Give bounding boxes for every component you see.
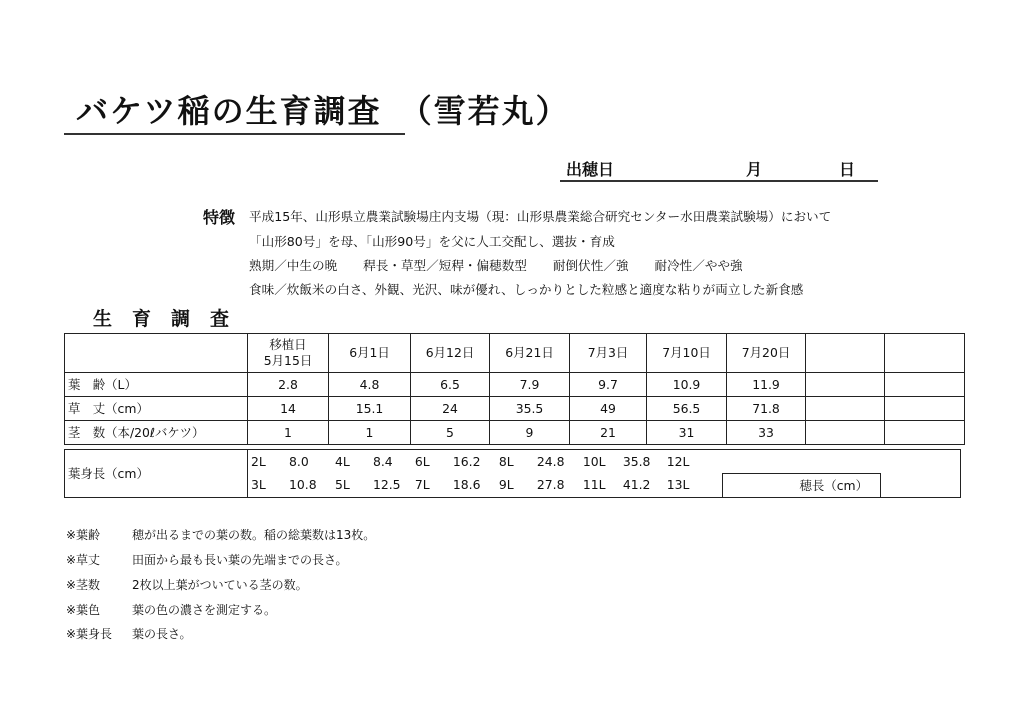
feature-culm: 稈長・草型／短稈・偏穂数型 xyxy=(363,258,527,273)
leaf-number: 13L xyxy=(666,477,690,493)
table-cell: 35.5 xyxy=(490,397,570,421)
table-cell xyxy=(885,421,965,445)
feature-cold: 耐冷性／やや強 xyxy=(654,258,743,273)
note-text: 2枚以上葉がついている茎の数。 xyxy=(132,578,308,592)
panicle-length-value xyxy=(881,474,961,498)
table-cell xyxy=(806,421,885,445)
table-cell: 4.8 xyxy=(329,373,411,397)
table-header-date: 6月21日 xyxy=(490,334,570,373)
features-line-1: 平成15年、山形県立農業試験場庄内支場（現：山形県農業総合研究センター水田農業試験場）において xyxy=(249,209,832,224)
table-header-date xyxy=(806,334,885,373)
table-corner xyxy=(65,334,248,373)
table-cell: 14 xyxy=(248,397,329,421)
note-text: 葉の長さ。 xyxy=(132,627,192,641)
leaf-value: 10.8 xyxy=(289,477,317,493)
table-header-date: 7月10日 xyxy=(647,334,727,373)
table-header-date xyxy=(885,334,965,373)
note-key: ※葉色 xyxy=(66,603,101,617)
leaf-value: 8.0 xyxy=(289,453,309,469)
leaf-number: 4L xyxy=(334,453,350,469)
table-row xyxy=(65,397,965,421)
note-item xyxy=(66,625,192,642)
table-cell: 56.5 xyxy=(647,397,727,421)
table-cell xyxy=(806,373,885,397)
leaf-number: 11L xyxy=(582,477,606,493)
features-line-3 xyxy=(249,255,743,274)
table-cell xyxy=(885,397,965,421)
leaf-value: 41.2 xyxy=(622,477,651,493)
leaf-length-row-2 xyxy=(248,474,723,498)
leaf-length-table xyxy=(64,449,961,498)
row-label-leaf-age: 葉 齢（L） xyxy=(65,373,248,397)
leaf-length-label: 葉身長（cm） xyxy=(65,450,248,498)
note-item xyxy=(66,601,276,618)
heading-date-label: 出穂日 xyxy=(566,160,615,179)
row-label-stem-count: 茎 数（本/20ℓバケツ） xyxy=(65,421,248,445)
leaf-number: 6L xyxy=(414,453,430,469)
leaf-value: 35.8 xyxy=(622,453,651,469)
leaf-number: 5L xyxy=(334,477,350,493)
table-cell: 24 xyxy=(411,397,490,421)
table-cell: 9.7 xyxy=(570,373,647,397)
table-cell: 9 xyxy=(490,421,570,445)
leaf-value: 27.8 xyxy=(536,477,565,493)
table-cell: 15.1 xyxy=(329,397,411,421)
feature-lodging: 耐倒伏性／強 xyxy=(552,258,629,273)
table-cell: 2.8 xyxy=(248,373,329,397)
leaf-value: 12.5 xyxy=(372,477,401,493)
note-text: 田面から最も長い葉の先端までの長さ。 xyxy=(132,553,348,567)
leaf-value: 24.8 xyxy=(536,453,565,469)
table-cell: 21 xyxy=(570,421,647,445)
note-key: ※草丈 xyxy=(66,553,101,567)
note-key: ※茎数 xyxy=(66,578,101,592)
note-key: ※葉身長 xyxy=(66,627,113,641)
leaf-number: 10L xyxy=(582,453,606,469)
note-item xyxy=(66,551,348,568)
features-line-2: 「山形80号」を母、「山形90号」を父に人工交配し、選抜・育成 xyxy=(249,234,615,249)
table-row xyxy=(65,373,965,397)
note-key: ※葉齢 xyxy=(66,528,101,542)
note-text: 穂が出るまでの葉の数。稲の総葉数は13枚。 xyxy=(132,528,376,542)
table-row xyxy=(65,421,965,445)
page-title: バケツ稲の生育調査 （雪若丸） xyxy=(76,92,570,130)
heading-month-label: 月 xyxy=(746,160,763,179)
heading-date-line xyxy=(560,180,878,182)
leaf-number: 8L xyxy=(498,453,514,469)
leaf-value: 8.4 xyxy=(372,453,393,469)
leaf-number: 12L xyxy=(666,453,690,469)
table-header-date: 7月3日 xyxy=(570,334,647,373)
table-cell: 1 xyxy=(248,421,329,445)
heading-day-label: 日 xyxy=(839,160,856,179)
table-cell: 31 xyxy=(647,421,727,445)
note-text: 葉の色の濃さを測定する。 xyxy=(132,603,277,617)
table-cell: 6.5 xyxy=(411,373,490,397)
feature-maturity: 熟期／中生の晩 xyxy=(249,258,338,273)
features-label: 特徴 xyxy=(203,208,236,227)
table-header-date: 移植日 5月15日 xyxy=(248,334,329,373)
growth-table xyxy=(64,333,965,445)
table-cell: 11.9 xyxy=(727,373,806,397)
row-label-plant-height: 草 丈（cm） xyxy=(65,397,248,421)
section-title: 生育調査 xyxy=(93,308,250,330)
table-cell: 10.9 xyxy=(647,373,727,397)
note-item xyxy=(66,526,375,543)
leaf-value: 18.6 xyxy=(452,477,481,493)
panicle-length-label: 穂長（cm） xyxy=(723,474,881,498)
table-cell: 33 xyxy=(727,421,806,445)
table-header-date: 7月20日 xyxy=(727,334,806,373)
table-cell: 7.9 xyxy=(490,373,570,397)
leaf-number: 9L xyxy=(498,477,514,493)
leaf-number: 3L xyxy=(251,477,266,493)
leaf-number: 7L xyxy=(414,477,430,493)
table-cell: 49 xyxy=(570,397,647,421)
leaf-length-row-1 xyxy=(248,450,961,474)
table-cell: 1 xyxy=(329,421,411,445)
note-item xyxy=(66,576,308,593)
title-underline xyxy=(64,133,405,135)
table-cell: 71.8 xyxy=(727,397,806,421)
table-header-date: 6月12日 xyxy=(411,334,490,373)
table-cell: 5 xyxy=(411,421,490,445)
table-cell xyxy=(885,373,965,397)
table-cell xyxy=(806,397,885,421)
table-header-date: 6月1日 xyxy=(329,334,411,373)
features-line-4: 食味／炊飯米の白さ、外観、光沢、味が優れ、しっかりとした粒感と適度な粘りが両立した新食感 xyxy=(249,282,804,297)
leaf-value: 16.2 xyxy=(452,453,481,469)
leaf-number: 2L xyxy=(251,453,266,469)
